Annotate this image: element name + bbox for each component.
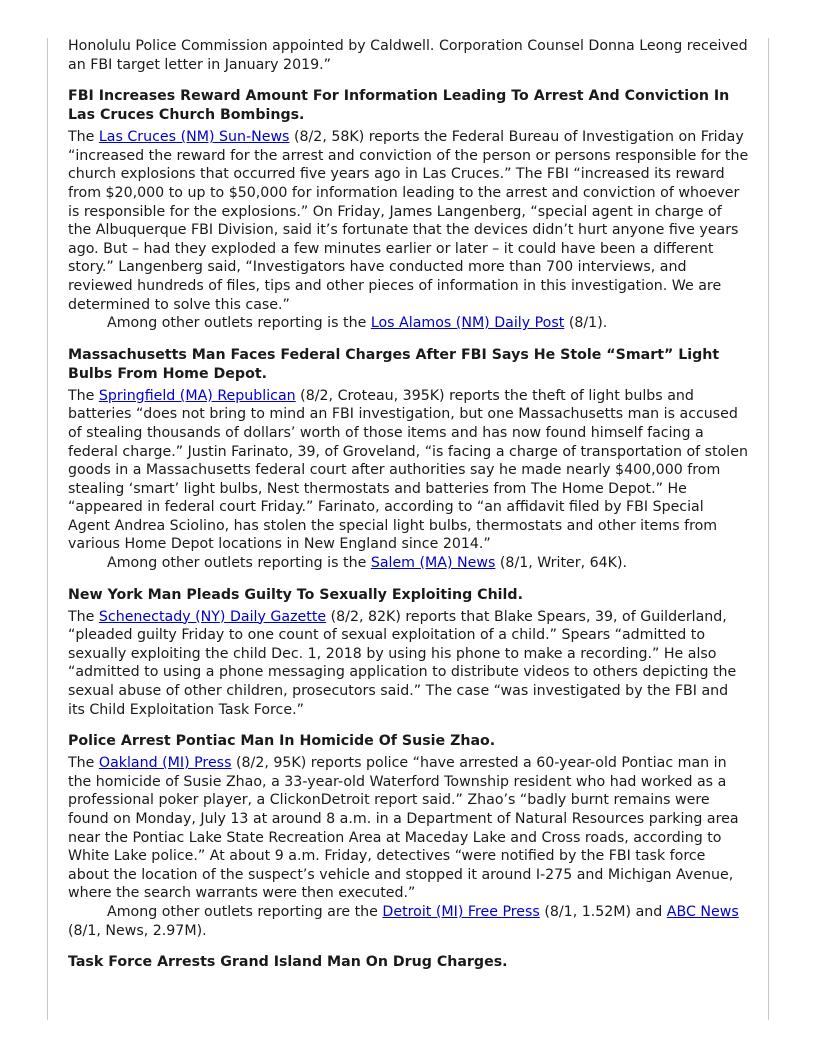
article-text: (8/2, 82K) reports that Blake Spears, 39, of Guilderland, “pleaded guilty Friday to one count of sexual exploitation of a child.” Spears “admitted to sexually exploiting the child Dec. 1, 2018 by using his phone to make a recording.” He also “admitted to using a phone messaging application to distribute videos to others depicting the sexual abuse of other children, prosecutors said.” The case “was investigated by the FBI and its Child Exploitation Task Force.” (68, 608, 737, 718)
article-body (68, 128, 749, 314)
article-pontiac (68, 732, 749, 940)
source-link[interactable]: Oakland (MI) Press (98, 755, 232, 772)
document-page (68, 37, 749, 975)
source-link[interactable]: Springfield (MA) Republican (98, 387, 296, 404)
source-link[interactable]: Las Cruces (NM) Sun-News (98, 129, 290, 146)
other-outlets (68, 554, 749, 573)
source-link[interactable]: Schenectady (NY) Daily Gazette (98, 608, 327, 625)
article-headline: FBI Increases Reward Amount For Information Leading To Arrest And Conviction In Las Cruces Church Bombings. (68, 88, 730, 124)
other-source-link[interactable]: Los Alamos (NM) Daily Post (370, 315, 565, 332)
article-body (68, 387, 749, 554)
article-lead: The (68, 608, 99, 625)
other-outlets-suffix: (8/1, News, 2.97M). (68, 922, 207, 939)
article-text: (8/2, 95K) reports police “have arrested a 60-year-old Pontiac man in the homicide of Susie Zhao, a 33-year-old Waterford Township resident who had worked as a professional poker player, a ClickonDetroit report said.” Zhao’s “badly burnt remains were found on Monday, July 13 at around 8 a.m. in a Department of Natural Resources parking area near the Pontiac Lake State Recreation Area at Maceday Lake and Cross roads, according to White Lake police.” At about 9 a.m. Friday, detectives “were notified by the FBI task force about the location of the suspect’s vehicle and stopped it around I-275 and Michigan Avenue, where the search warrants were then executed.” (68, 755, 739, 902)
other-outlets-prefix: Among other outlets reporting are the (107, 903, 383, 920)
article-text: (8/2, 58K) reports the Federal Bureau of Investigation on Friday “increased the reward for the arrest and conviction of the person or persons responsible for the church explosions that occurred five years ago in Las Cruces.” The FBI “increased its reward from $20,000 to up to $50,000 for information leading to the arrest and conviction of whoever is responsible for the explosions.” On Friday, James Langenberg, “special agent in charge of the Albuquerque FBI Division, said it’s fortunate that the devices didn’t hurt anyone five years ago. But – had they exploded a few minutes earlier or later – it could have been a different story.” Langenberg said, “Investigators have conducted more than 700 interviews, and reviewed hundreds of files, tips and other pieces of information in this investigation. We are determined to solve this case.” (68, 129, 749, 313)
other-source-link-2[interactable]: ABC News (666, 903, 739, 920)
article-new-york (68, 586, 749, 720)
other-outlets (68, 314, 749, 333)
article-headline: New York Man Pleads Guilty To Sexually Exploiting Child. (68, 586, 523, 603)
article-headline: Task Force Arrests Grand Island Man On Drug Charges. (68, 954, 508, 971)
other-outlets-prefix: Among other outlets reporting is the (107, 555, 371, 572)
other-outlets-prefix: Among other outlets reporting is the (107, 315, 371, 332)
other-outlets-suffix: (8/1, Writer, 64K). (495, 555, 627, 572)
other-outlets-suffix: (8/1). (564, 315, 608, 332)
article-body (68, 608, 749, 720)
article-text: (8/2, Croteau, 395K) reports the theft of light bulbs and batteries “does not bring to mind an FBI investigation, but one Massachusetts man is accused of stealing thousands of dollars’ worth of those items and has now found himself facing a federal charge.” Justin Farinato, 39, of Groveland, “is facing a charge of transportation of stolen goods in a Massachusetts federal court after authorities say he made nearly $400,000 from stealing ‘smart’ light bulbs, Nest thermostats and batteries from The Home Depot.” He “appeared in federal court Friday.” Farinato, according to “an affidavit filed by FBI Special Agent Andrea Sciolino, has stolen the special light bulbs, thermostats and other items from various Home Depot locations in New England since 2014.” (68, 387, 748, 553)
article-headline: Police Arrest Pontiac Man In Homicide Of Susie Zhao. (68, 733, 496, 750)
article-headline: Massachusetts Man Faces Federal Charges After FBI Says He Stole “Smart” Light Bulbs From Home Depot. (68, 346, 720, 382)
other-outlets (68, 903, 749, 940)
article-body (68, 754, 749, 903)
other-outlets-mid: (8/1, 1.52M) and (539, 903, 667, 920)
left-page-border (47, 38, 48, 1020)
article-massachusetts (68, 346, 749, 573)
article-grand-island (68, 953, 749, 972)
right-page-border (768, 38, 769, 1020)
other-source-link[interactable]: Salem (MA) News (370, 555, 496, 572)
article-lead: The (68, 755, 99, 772)
article-lead: The (68, 129, 99, 146)
other-source-link[interactable]: Detroit (MI) Free Press (382, 903, 540, 920)
article-lead: The (68, 387, 99, 404)
intro-paragraph: Honolulu Police Commission appointed by Caldwell. Corporation Counsel Donna Leong received an FBI target letter in January 2019.” (68, 38, 748, 73)
article-las-cruces (68, 87, 749, 333)
